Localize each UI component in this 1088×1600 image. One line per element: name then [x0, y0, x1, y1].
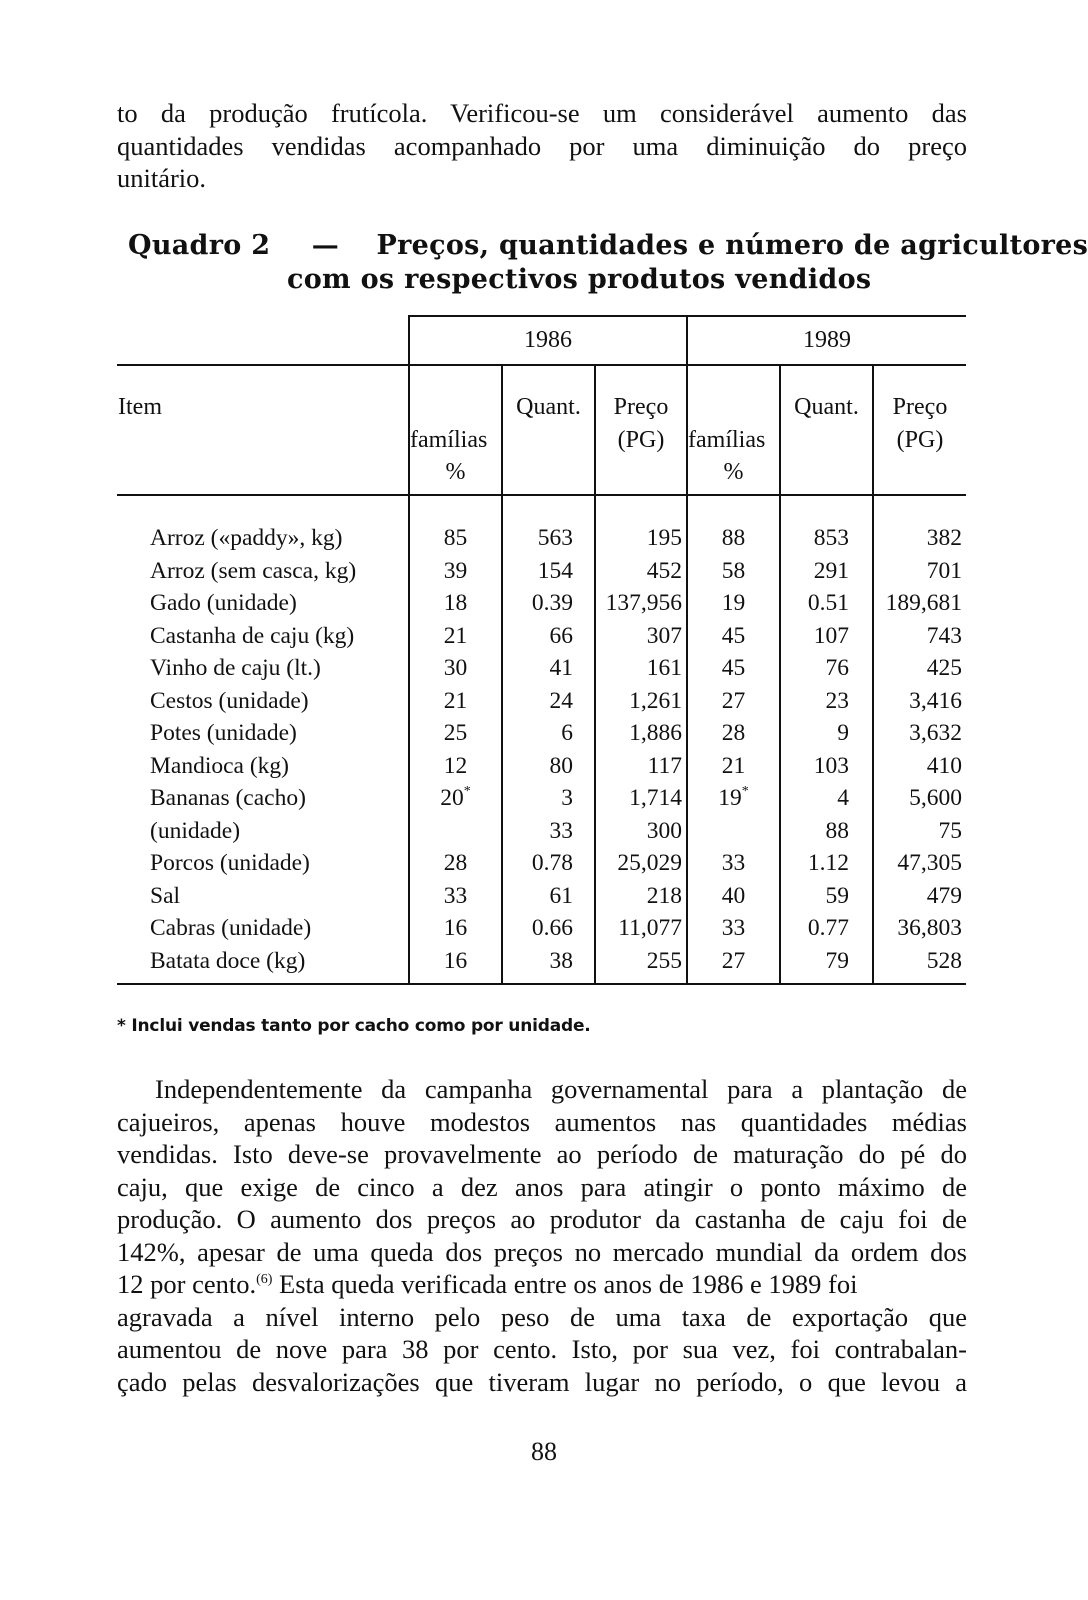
body-line: caju, que exige de cinco a dez anos para atingir o ponto máximo de [117, 1171, 967, 1202]
quant-1986-cell [503, 717, 573, 750]
quant-1986-cell-text: 154 [537, 557, 573, 584]
familias-1986-cell [410, 620, 501, 653]
familias-1989-cell-text: 27 [721, 687, 746, 714]
preco-1989-cell-text: 743 [926, 622, 962, 649]
title-line-1: Preços, quantidades e número de agricultores [376, 230, 1088, 261]
body-line: cajueiros, apenas houve modestos aumentos nas quantidades médias [117, 1106, 967, 1137]
preco-1986-cell-text: 1,886 [629, 720, 682, 746]
preco-1989-cell [874, 912, 962, 945]
title-line-2: com os respectivos produtos vendidos [287, 264, 872, 295]
body-line: 142%, apesar de uma queda dos preços no mercado mundial da ordem dos [117, 1236, 967, 1267]
quant-1986-cell-text: 41 [549, 655, 573, 681]
preco-1989-cell [874, 717, 962, 750]
item-cell-text: Batata doce (kg) [150, 947, 306, 974]
body-line-part: Esta queda verificada entre os anos de 1986 e 1989 foi [279, 1269, 858, 1299]
preco-1986-cell-text: 25,029 [617, 850, 682, 876]
preco-1986-cell-text: 161 [646, 655, 682, 681]
preco-1989-cell-text: 410 [926, 752, 962, 779]
preco-1989-cell [874, 815, 962, 848]
preco-1989-cell-text: 75 [938, 817, 962, 844]
familias-1989-cell-text: 45 [721, 655, 746, 681]
quant-header-1986: Quant. [516, 394, 581, 420]
familias-1989-cell-text: 88 [721, 525, 746, 551]
preco-1989-cell-text: 5,600 [909, 785, 962, 811]
familias-1986-cell [410, 782, 501, 815]
familias-1986-cell [410, 880, 501, 913]
item-cell [150, 717, 400, 750]
familias-1989-cell-text: 19 [721, 590, 746, 616]
item-cell-text: Arroz («paddy», kg) [150, 525, 343, 551]
familias-1989-cell-text: 33 [721, 915, 746, 941]
quant-1986-cell [503, 945, 573, 978]
quant-1989-cell [781, 522, 849, 555]
body-line: aumentou de nove para 38 por cento. Isto, por sua vez, foi contrabalan- [117, 1334, 967, 1364]
quant-1986-cell-text: 80 [549, 752, 573, 779]
item-cell [150, 945, 400, 978]
item-cell-text: Castanha de caju (kg) [150, 622, 355, 649]
quant-header-1989: Quant. [794, 394, 859, 420]
familias-1986-cell [410, 847, 501, 880]
quant-1986-cell [503, 782, 573, 815]
footnote-reference: (6) [256, 1272, 273, 1287]
body-line: agravada a nível interno pelo peso de uma taxa de exportação que [117, 1301, 967, 1332]
familias-1989-cell [688, 555, 779, 588]
quant-1989-cell [781, 912, 849, 945]
title-dash: — [311, 230, 340, 261]
quant-1989-cell [781, 782, 849, 815]
year-rule [117, 364, 966, 366]
preco-1986-cell [596, 555, 682, 588]
familias-1986-cell-text: 28 [443, 850, 468, 876]
familias-1989-cell-text: 40 [721, 882, 746, 909]
item-cell-text: Cestos (unidade) [150, 687, 309, 714]
intro-line: quantidades vendidas acompanhado por uma diminuição do preço [117, 130, 967, 161]
preco-1986-cell-text: 452 [646, 557, 682, 584]
quant-1989-cell [781, 620, 849, 653]
preco-1989-cell [874, 522, 962, 555]
preco-1986-cell-text: 137,956 [605, 590, 682, 616]
familias-1986-cell [410, 717, 501, 750]
year-1986-header: 1986 [524, 327, 572, 353]
familias-1989-cell-text: 27 [721, 947, 746, 974]
quant-1986-cell-text: 563 [537, 525, 573, 551]
preco-1989-cell-text: 47,305 [897, 850, 962, 876]
familias-1986-cell [410, 750, 501, 783]
familias-1989-cell-text: 19 [718, 785, 742, 811]
familias-1989-cell [688, 620, 779, 653]
familias-1989-cell [688, 880, 779, 913]
preco-1986-cell-text: 218 [646, 882, 682, 909]
item-cell [150, 815, 400, 848]
preco-1986-cell [596, 782, 682, 815]
quant-1989-cell-text: 0.77 [807, 915, 849, 941]
body-line [117, 1268, 967, 1301]
quant-1986-cell [503, 652, 573, 685]
quant-1989-cell-text: 79 [825, 947, 849, 974]
quant-1986-cell-text: 0.66 [531, 915, 573, 941]
familias-1989-cell [688, 847, 779, 880]
familias-1986-cell-text: 25 [443, 720, 468, 746]
quant-1986-cell-text: 24 [549, 687, 573, 714]
quant-1989-cell-text: 88 [825, 817, 849, 844]
familias-1989-cell [688, 652, 779, 685]
quant-1986-cell [503, 685, 573, 718]
item-cell [150, 847, 400, 880]
preco-1989-cell [874, 587, 962, 620]
familias-1986-cell [410, 912, 501, 945]
preco-1986-cell-text: 117 [647, 752, 682, 779]
familias-1986-cell-text: 16 [443, 947, 468, 974]
preco-1989-cell [874, 652, 962, 685]
preco-1989-cell [874, 847, 962, 880]
preco-1986-cell-text: 255 [646, 947, 682, 974]
footnote-mark: * [463, 784, 471, 799]
table-bottom-rule [117, 983, 966, 985]
quant-1986-cell-text: 0.78 [531, 850, 573, 876]
familias-1989-cell [688, 945, 779, 978]
preco-1989-cell-text: 382 [926, 525, 962, 551]
quant-1989-cell-text: 1.12 [807, 850, 849, 876]
intro-line: unitário. [117, 163, 207, 193]
preco-1989-cell-text: 528 [926, 947, 962, 974]
preco-1986-cell-text: 307 [646, 622, 682, 649]
quant-1986-cell-text: 6 [561, 720, 573, 746]
item-cell-text: Mandioca (kg) [150, 752, 289, 779]
familias-1989-cell [688, 522, 779, 555]
familias-1986-cell-text: 20 [440, 785, 464, 811]
body-line: vendidas. Isto deve-se provavelmente ao período de maturação do pé do [117, 1139, 967, 1169]
preco-header-1986: Preço [613, 394, 669, 420]
item-cell [150, 750, 400, 783]
item-cell-text: Potes (unidade) [150, 720, 297, 746]
item-cell-text: Sal [150, 882, 181, 909]
familias-1986-cell [410, 652, 501, 685]
preco-1989-cell [874, 880, 962, 913]
pg-header-1986: (PG) [617, 427, 665, 453]
quant-1989-cell-text: 0.51 [807, 590, 849, 616]
familias-1986-cell-text: 85 [443, 525, 468, 551]
item-cell [150, 782, 400, 815]
familias-1989-cell-text: 33 [721, 850, 746, 876]
familias-1986-cell [410, 587, 501, 620]
familias-1986-cell [410, 555, 501, 588]
header-rule [117, 494, 966, 496]
quant-1989-cell [781, 555, 849, 588]
item-cell-text: Bananas (cacho) [150, 785, 306, 811]
familias-1989-cell-text: 28 [721, 720, 746, 746]
footnote-mark: * [741, 784, 749, 799]
item-cell [150, 555, 400, 588]
preco-1989-cell-text: 3,632 [909, 720, 962, 746]
preco-1986-cell [596, 880, 682, 913]
preco-1989-cell [874, 555, 962, 588]
item-cell [150, 522, 400, 555]
preco-1986-cell [596, 522, 682, 555]
preco-1986-cell-text: 1,714 [629, 785, 682, 811]
familias-1989-cell [688, 782, 779, 815]
preco-1989-cell-text: 425 [926, 655, 962, 681]
familias-1986-cell-text: 21 [443, 622, 468, 649]
preco-1986-cell-text: 11,077 [618, 915, 682, 941]
preco-1986-cell [596, 652, 682, 685]
quant-1989-cell [781, 587, 849, 620]
preco-1986-cell-text: 195 [646, 525, 682, 551]
familias-1989-cell [688, 587, 779, 620]
quant-1989-cell [781, 945, 849, 978]
quant-1986-cell [503, 587, 573, 620]
item-cell [150, 620, 400, 653]
familias-1989-cell [688, 685, 779, 718]
familias-1989-cell-text: 21 [721, 752, 746, 779]
preco-1989-cell [874, 945, 962, 978]
item-cell [150, 587, 400, 620]
quant-1989-cell [781, 880, 849, 913]
quant-1989-cell-text: 103 [813, 752, 849, 779]
table-label: Quadro 2 [128, 230, 271, 261]
preco-1989-cell-text: 189,681 [885, 590, 962, 616]
item-cell-text: Vinho de caju (lt.) [150, 655, 321, 681]
familias-1989-cell-text: 58 [721, 557, 746, 584]
item-cell [150, 685, 400, 718]
quant-1986-cell [503, 847, 573, 880]
percent-header-1986: % [445, 459, 466, 485]
familias-1986-cell-text: 30 [443, 655, 468, 681]
page-number: 88 [531, 1437, 557, 1466]
pg-header-1989: (PG) [896, 427, 944, 453]
quant-1986-cell [503, 750, 573, 783]
familias-header-1986: famílias [410, 427, 488, 453]
quant-1986-cell-text: 33 [549, 817, 573, 844]
item-cell-text: Cabras (unidade) [150, 915, 312, 941]
quant-1986-cell-text: 66 [549, 622, 573, 649]
quant-1989-cell [781, 717, 849, 750]
familias-1989-cell-text: 45 [721, 622, 746, 649]
intro-line: to da produção frutícola. Verificou-se um considerável aumento das [117, 98, 967, 128]
familias-1986-cell [410, 685, 501, 718]
quant-1989-cell-text: 23 [825, 687, 849, 714]
body-line: Independentemente da campanha governamental para a plantação de [155, 1074, 967, 1104]
preco-1986-cell [596, 945, 682, 978]
quant-1989-cell [781, 847, 849, 880]
quant-1989-cell-text: 291 [813, 557, 849, 584]
table-footnote: * Inclui vendas tanto por cacho como por unidade. [117, 1016, 591, 1036]
familias-1989-cell [688, 750, 779, 783]
preco-1986-cell [596, 685, 682, 718]
percent-header-1989: % [723, 459, 744, 485]
preco-1989-cell-text: 3,416 [909, 687, 962, 714]
quant-1986-cell [503, 522, 573, 555]
preco-1989-cell [874, 782, 962, 815]
quant-1989-cell [781, 815, 849, 848]
item-cell [150, 912, 400, 945]
preco-1986-cell [596, 847, 682, 880]
quant-1989-cell-text: 107 [813, 622, 849, 649]
preco-1989-cell-text: 701 [926, 557, 962, 584]
quant-1989-cell [781, 750, 849, 783]
preco-1989-cell-text: 36,803 [897, 915, 962, 941]
preco-1986-cell [596, 912, 682, 945]
item-header: Item [118, 394, 162, 420]
body-line-part: 12 por cento. [117, 1269, 257, 1299]
familias-1986-cell-text: 16 [443, 915, 468, 941]
quant-1989-cell-text: 853 [813, 525, 849, 551]
preco-1986-cell [596, 620, 682, 653]
quant-1986-cell [503, 620, 573, 653]
quant-1989-cell-text: 76 [825, 655, 849, 681]
item-cell-text: Arroz (sem casca, kg) [150, 557, 357, 584]
quant-1989-cell-text: 4 [837, 785, 849, 811]
preco-1989-cell [874, 750, 962, 783]
year-1989-header: 1989 [803, 327, 851, 353]
familias-1986-cell-text: 33 [443, 882, 468, 909]
preco-1989-cell-text: 479 [926, 882, 962, 909]
quant-1986-cell [503, 815, 573, 848]
preco-1986-cell [596, 717, 682, 750]
preco-1986-cell [596, 587, 682, 620]
familias-1989-cell [688, 912, 779, 945]
item-cell-text: (unidade) [150, 817, 241, 844]
body-line: çado pelas desvalorizações que tiveram lugar no período, o que levou a [117, 1366, 967, 1397]
quant-1989-cell-text: 9 [837, 720, 849, 746]
item-cell [150, 652, 400, 685]
familias-header-1989: famílias [688, 427, 766, 453]
item-cell [150, 880, 400, 913]
preco-1986-cell-text: 1,261 [629, 687, 682, 714]
quant-1986-cell [503, 555, 573, 588]
familias-1986-cell [410, 945, 501, 978]
body-paragraph [117, 1073, 967, 1398]
quant-1989-cell-text: 59 [825, 882, 849, 909]
preco-header-1989: Preço [892, 394, 948, 420]
quant-1989-cell [781, 685, 849, 718]
item-cell-text: Porcos (unidade) [150, 850, 310, 876]
quant-1986-cell-text: 0.39 [531, 590, 573, 616]
familias-1986-cell [410, 522, 501, 555]
quant-1986-cell-text: 38 [549, 947, 573, 974]
familias-1989-cell [688, 717, 779, 750]
preco-1986-cell [596, 815, 682, 848]
body-line: produção. O aumento dos preços ao produtor da castanha de caju foi de [117, 1204, 967, 1234]
quant-1986-cell-text: 61 [549, 882, 573, 909]
quant-1986-cell [503, 912, 573, 945]
preco-1986-cell [596, 750, 682, 783]
familias-1986-cell-text: 39 [443, 557, 468, 584]
preco-1989-cell [874, 620, 962, 653]
familias-1986-cell-text: 12 [443, 752, 468, 779]
preco-1986-cell-text: 300 [646, 817, 682, 844]
preco-1989-cell [874, 685, 962, 718]
quant-1986-cell [503, 880, 573, 913]
familias-1986-cell-text: 21 [443, 687, 468, 714]
familias-1986-cell-text: 18 [443, 590, 468, 616]
quant-1986-cell-text: 3 [561, 785, 573, 811]
item-cell-text: Gado (unidade) [150, 590, 297, 616]
quant-1989-cell [781, 652, 849, 685]
